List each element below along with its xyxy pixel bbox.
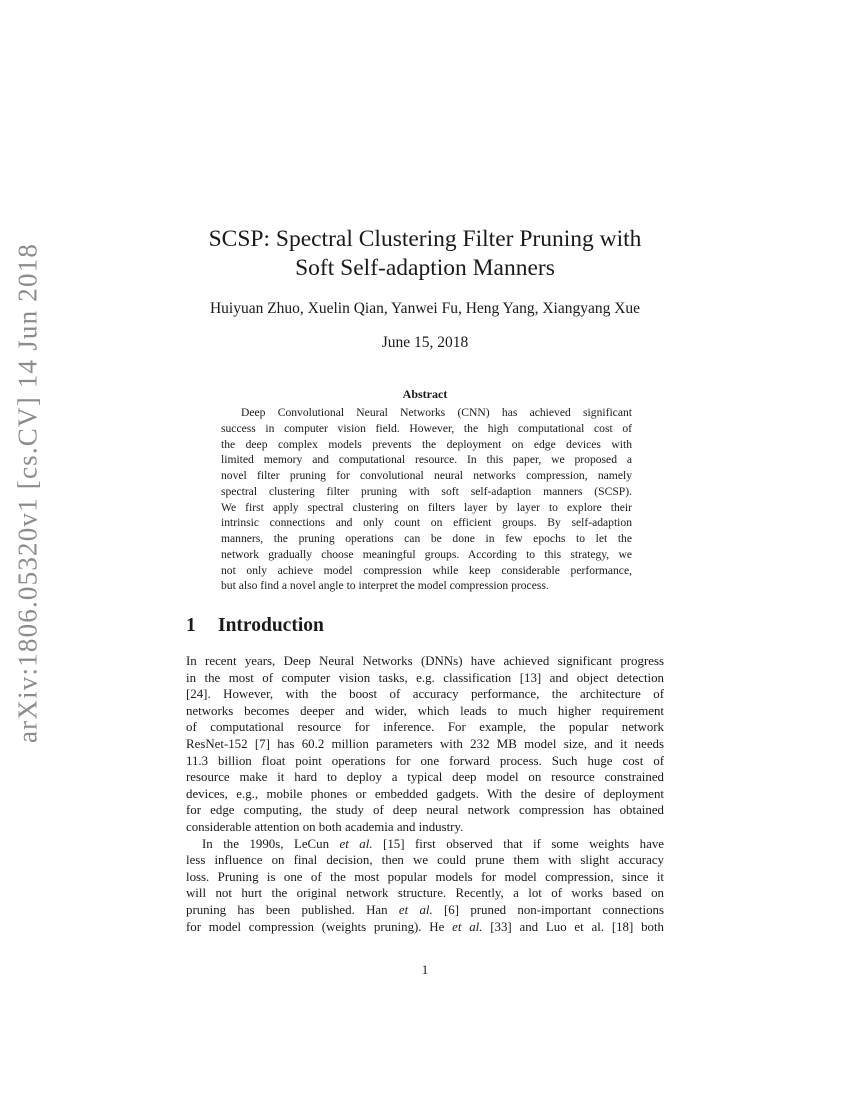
author-list: Huiyuan Zhuo, Xuelin Qian, Yanwei Fu, Heng Yang, Xiangyang Xue [209,300,641,317]
text-run: pruning has been published. Han [186,902,399,917]
italic-run: et al. [339,836,373,851]
paragraph-line: less influence on final decision, then we could prune them with slight accuracy [186,853,664,868]
paragraph-line: ResNet-152 [7] has 60.2 million parameters with 232 MB model size, and it needs [186,736,664,751]
title-line-1: SCSP: Spectral Clustering Filter Pruning with [208,226,642,252]
paragraph-line: networks becomes deeper and wider, which leads to much higher requirement [186,703,664,718]
title-line-2: Soft Self-adaption Manners [295,255,555,281]
paragraph-line: of computational resource for inference. For example, the popular network [186,720,664,735]
text-run: In the 1990s, LeCun [202,836,340,851]
introduction-body [186,653,664,935]
paragraph-line [186,919,664,936]
paragraph-line: [24]. However, with the boost of accuracy performance, the architecture of [186,687,664,702]
arxiv-identifier-stamp: arXiv:1806.05320v1 [cs.CV] 14 Jun 2018 [12,242,43,743]
text-run: for model compression (weights pruning). He [186,919,453,934]
section-title: Introduction [218,615,324,636]
paragraph-line: loss. Pruning is one of the most popular models for model compression, since it [186,869,664,884]
page-number: 1 [421,963,429,977]
abstract-line: spectral clustering filter pruning with soft self-adaption manners (SCSP). [221,484,632,498]
abstract-line: but also find a novel angle to interpret the model compression process. [221,579,549,593]
abstract-line: network gradually choose meaningful groups. According to this strategy, we [221,547,632,561]
paragraph-line: In recent years, Deep Neural Networks (DNNs) have achieved significant progress [186,654,664,668]
paragraph-line: will not hurt the original network structure. Recently, a lot of works based on [186,886,664,901]
abstract-line: intrinsic connections and only count on efficient groups. By self-adaption [221,516,632,530]
section-heading-introduction [186,615,686,637]
abstract-line: Deep Convolutional Neural Networks (CNN) has achieved significant [241,406,632,419]
abstract-heading: Abstract [402,387,448,401]
abstract-line: We first apply spectral clustering on filters layer by layer to explore their [221,500,632,514]
abstract-body [221,405,632,594]
publication-date: June 15, 2018 [381,334,469,351]
abstract-line: success in computer vision field. However, the high computational cost of [221,421,632,435]
abstract-line: manners, the pruning operations can be done in few epochs to let the [221,532,632,545]
abstract-line: not only achieve model compression while keep considerable performance, [221,563,632,577]
paragraph-line: for edge computing, the study of deep neural network compression has obtained [186,803,664,818]
paragraph-line: considerable attention on both academia and industry. [186,819,464,834]
paragraph-line: resource make it hard to deploy a typical deep model on resource constrained [186,770,664,785]
paragraph-line [186,836,664,853]
abstract-line: the deep complex models prevents the deployment on edge devices with [221,437,632,451]
abstract-line: limited memory and computational resource. In this paper, we proposed a [221,453,632,467]
abstract-line: novel filter pruning for convolutional neural networks compression, namely [221,469,632,482]
paper-title [120,225,730,283]
italic-run: et al. [398,902,433,917]
paragraph-line: 11.3 billion float point operations for one forward process. Such huge cost of [186,753,664,768]
paragraph-line [186,902,664,919]
text-run: [33] and Luo et al. [18] both [482,919,664,934]
text-run: [15] first observed that if some weights have [372,836,664,851]
paragraph-line: in the most of computer vision tasks, e.g. classification [13] and object detection [186,670,664,685]
italic-run: et al. [452,919,483,934]
section-number: 1 [186,615,196,636]
paragraph-line: devices, e.g., mobile phones or embedded gadgets. With the desire of deployment [186,786,664,801]
text-run: [6] pruned non-important connections [432,902,664,917]
